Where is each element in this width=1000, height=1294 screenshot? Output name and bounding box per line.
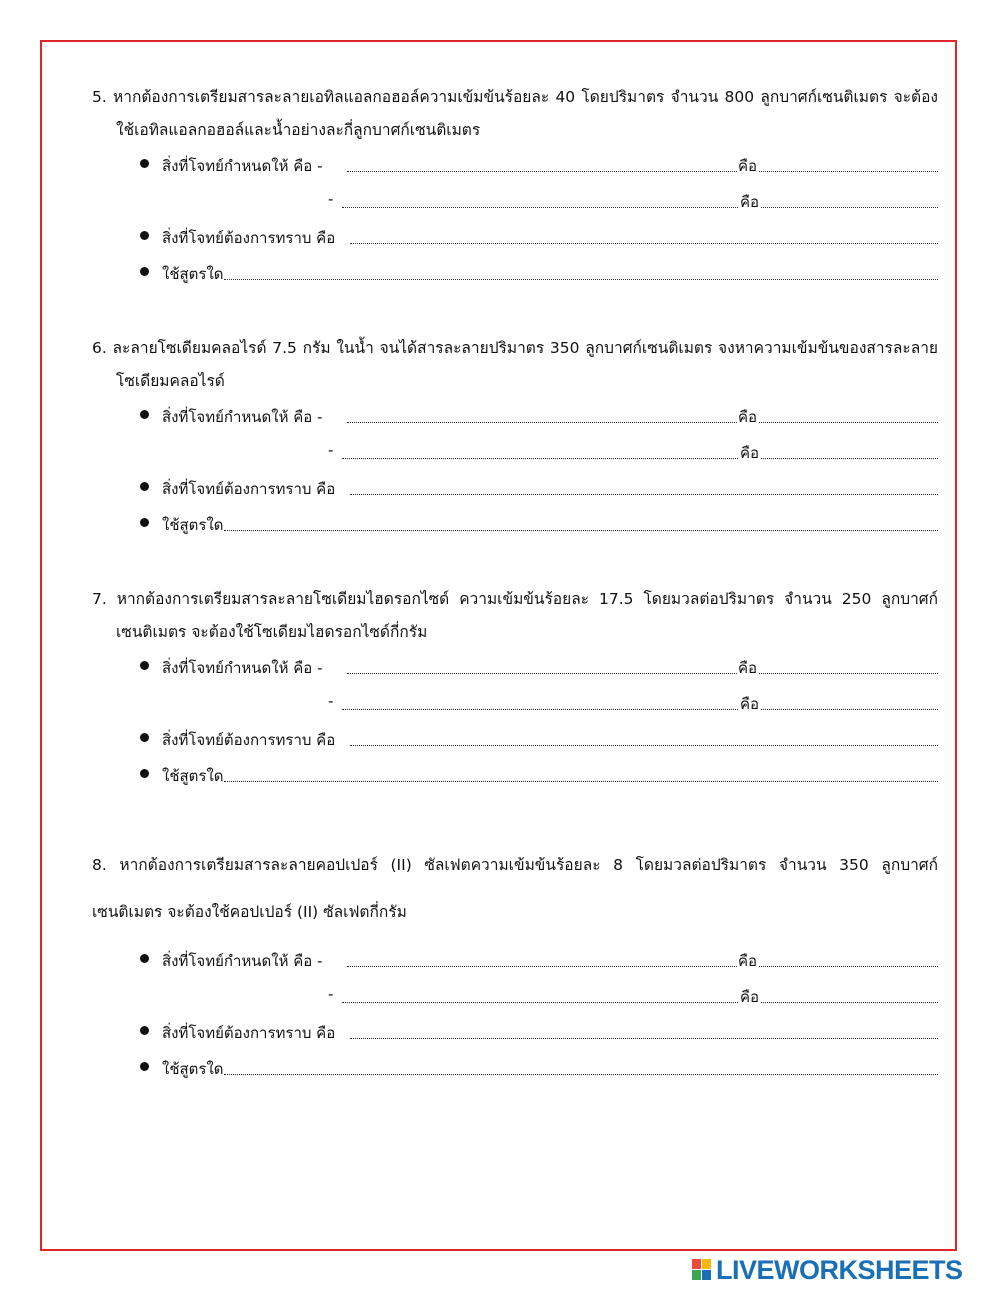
bullet-icon (140, 769, 149, 778)
is-label: คือ (738, 659, 758, 677)
want-line (92, 1014, 938, 1050)
bullet-icon (140, 231, 149, 240)
answer-blank[interactable] (347, 422, 737, 423)
bullet-icon (140, 954, 149, 963)
given-line-2 (92, 434, 938, 470)
answer-blank[interactable] (224, 530, 938, 531)
given-line-1 (92, 147, 938, 183)
given-label: สิ่งที่โจทย์กำหนดให้ คือ - (162, 157, 323, 175)
question-text: 5. หากต้องการเตรียมสารละลายเอทิลแอลกอฮอล์ความเข้มข้นร้อยละ 40 โดยปริมาตร จำนวน 800 ลูกบาศก์เซนติเมตร จะต้องใช้เอทิลแอลกอฮอล์และน้ำอย่างละกี่ลูกบาศก์เซนติเมตร (92, 88, 938, 139)
question-5 (92, 81, 938, 291)
answer-blank[interactable] (350, 494, 938, 495)
given-line-1 (92, 398, 938, 434)
answer-blank[interactable] (342, 207, 738, 208)
is-label: คือ (740, 695, 760, 713)
answer-blank[interactable] (350, 1038, 938, 1039)
given-label: สิ่งที่โจทย์กำหนดให้ คือ - (162, 952, 323, 970)
dash-label: - (328, 985, 334, 1003)
answer-blank[interactable] (342, 709, 738, 710)
formula-line (92, 255, 938, 291)
logo-text: LIVEWORKSHEETS (716, 1254, 963, 1285)
bullet-icon (140, 482, 149, 491)
dash-label: - (328, 190, 334, 208)
answer-blank[interactable] (761, 709, 938, 710)
is-label: คือ (738, 952, 758, 970)
logo-blocks-icon (692, 1259, 712, 1281)
answer-blank[interactable] (342, 1002, 738, 1003)
given-label: สิ่งที่โจทย์กำหนดให้ คือ - (162, 408, 323, 426)
question-7 (92, 583, 938, 793)
formula-line (92, 757, 938, 793)
formula-label: ใช้สูตรใด (162, 516, 224, 534)
question-8 (92, 842, 938, 1086)
formula-label: ใช้สูตรใด (162, 1060, 224, 1078)
is-label: คือ (740, 193, 760, 211)
is-label: คือ (740, 444, 760, 462)
answer-blank[interactable] (759, 966, 938, 967)
answer-blank[interactable] (347, 966, 737, 967)
question-text: 8. หากต้องการเตรียมสารละลายคอปเปอร์ (II) ซัลเฟตความเข้มข้นร้อยละ 8 โดยมวลต่อปริมาตร จำนวน 350 ลูกบาศก์เซนติเมตร จะต้องใช้คอปเปอร์ (II) ซัลเฟตกี่กรัม (92, 856, 938, 921)
question-6 (92, 332, 938, 542)
answer-blank[interactable] (759, 422, 938, 423)
is-label: คือ (738, 157, 758, 175)
question-text: 6. ละลายโซเดียมคลอไรด์ 7.5 กรัม ในน้ำ จนได้สารละลายปริมาตร 350 ลูกบาศก์เซนติเมตร จงหาความเข้มข้นของสารละลายโซเดียมคลอไรด์ (92, 339, 938, 390)
answer-blank[interactable] (761, 458, 938, 459)
answer-blank[interactable] (350, 745, 938, 746)
given-line-1 (92, 649, 938, 685)
answer-blank[interactable] (759, 171, 938, 172)
bullet-icon (140, 733, 149, 742)
bullet-icon (140, 267, 149, 276)
formula-label: ใช้สูตรใด (162, 265, 224, 283)
answer-blank[interactable] (224, 279, 938, 280)
answer-blank[interactable] (759, 673, 938, 674)
formula-label: ใช้สูตรใด (162, 767, 224, 785)
bullet-icon (140, 1026, 149, 1035)
want-line (92, 219, 938, 255)
dash-label: - (328, 692, 334, 710)
formula-line (92, 506, 938, 542)
given-line-2 (92, 978, 938, 1014)
liveworksheets-logo (692, 1255, 963, 1285)
is-label: คือ (738, 408, 758, 426)
answer-blank[interactable] (224, 1074, 938, 1075)
dash-label: - (328, 441, 334, 459)
question-text: 7. หากต้องการเตรียมสารละลายโซเดียมไฮดรอกไซด์ ความเข้มข้นร้อยละ 17.5 โดยมวลต่อปริมาตร จำนวน 250 ลูกบาศก์เซนติเมตร จะต้องใช้โซเดียมไฮดรอกไซด์กี่กรัม (92, 590, 938, 641)
answer-blank[interactable] (342, 458, 738, 459)
given-line-2 (92, 685, 938, 721)
is-label: คือ (740, 988, 760, 1006)
given-line-2 (92, 183, 938, 219)
answer-blank[interactable] (761, 207, 938, 208)
want-line (92, 721, 938, 757)
want-line (92, 470, 938, 506)
formula-line (92, 1050, 938, 1086)
answer-blank[interactable] (347, 171, 737, 172)
want-label: สิ่งที่โจทย์ต้องการทราบ คือ (162, 731, 336, 749)
answer-blank[interactable] (347, 673, 737, 674)
answer-blank[interactable] (224, 781, 938, 782)
answer-blank[interactable] (350, 243, 938, 244)
want-label: สิ่งที่โจทย์ต้องการทราบ คือ (162, 1024, 336, 1042)
bullet-icon (140, 159, 149, 168)
bullet-icon (140, 410, 149, 419)
given-line-1 (92, 942, 938, 978)
bullet-icon (140, 518, 149, 527)
bullet-icon (140, 1062, 149, 1071)
want-label: สิ่งที่โจทย์ต้องการทราบ คือ (162, 229, 336, 247)
want-label: สิ่งที่โจทย์ต้องการทราบ คือ (162, 480, 336, 498)
answer-blank[interactable] (761, 1002, 938, 1003)
given-label: สิ่งที่โจทย์กำหนดให้ คือ - (162, 659, 323, 677)
bullet-icon (140, 661, 149, 670)
